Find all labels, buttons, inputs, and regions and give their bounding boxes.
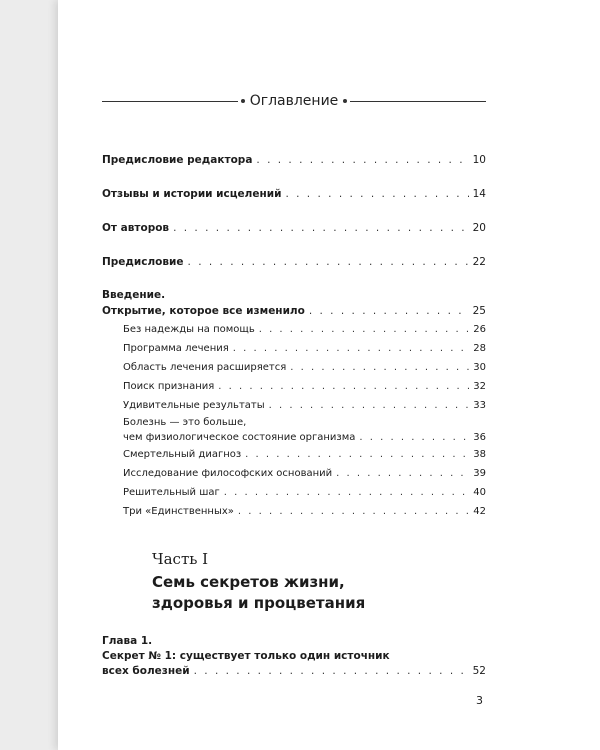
left-bullet [241,99,245,103]
right-rule [350,101,486,102]
toc-subentry[interactable]: Удивительные результаты . . . 33 [102,396,486,415]
toc-subentry[interactable]: Область лечения расширяется . . . 30 [102,358,486,377]
book-page [58,0,600,750]
part-heading [152,548,482,614]
page-number: 3 [476,694,483,707]
toc-subentry[interactable]: Смертельный диагноз . . . 38 [102,445,486,464]
toc-entry-preface[interactable]: Предисловие . . . 22 [102,254,486,271]
toc-entry-introduction[interactable]: Открытие, которое все изменило . . . 25 [102,303,486,320]
toc-subentry[interactable]: Три «Единственных» . . . 42 [102,502,486,521]
introduction-heading: Введение. [102,289,166,301]
chapter-entry [102,634,486,679]
right-bullet [343,99,347,103]
part-number: Часть I [152,550,209,568]
toc-subentry[interactable]: чем физиологическое состояние организма . . . 36 [102,430,486,445]
toc-entry-editor-preface[interactable]: Предисловие редактора . . . 10 [102,152,486,169]
chapter-heading: Глава 1. [102,635,153,647]
toc-subentry[interactable]: Без надежды на помощь . . . 26 [102,320,486,339]
left-rule [102,101,238,102]
toc-subentry-line1: Болезнь — это больше, [123,417,247,428]
toc-entry-from-authors[interactable]: От авторов . . . 20 [102,220,486,237]
toc-entry-chapter-1[interactable]: всех болезней . . . 52 [102,664,486,679]
toc-title: Оглавление [249,93,339,109]
part-title-line2: здоровья и процветания [152,594,366,612]
chapter-title-line1: Секрет № 1: существует только один источник [102,650,390,662]
toc-subentry[interactable]: Программа лечения . . . 28 [102,339,486,358]
toc-subentry[interactable]: Решительный шаг . . . 40 [102,483,486,502]
toc-subentry[interactable]: Поиск признания . . . 32 [102,377,486,396]
part-title-line1: Семь секретов жизни, [152,573,345,591]
toc-title-row [102,89,486,113]
table-of-contents [102,152,486,521]
toc-entry-reviews[interactable]: Отзывы и истории исцелений . . . 14 [102,186,486,203]
toc-subentry[interactable]: Исследование философских оснований . . . 39 [102,464,486,483]
